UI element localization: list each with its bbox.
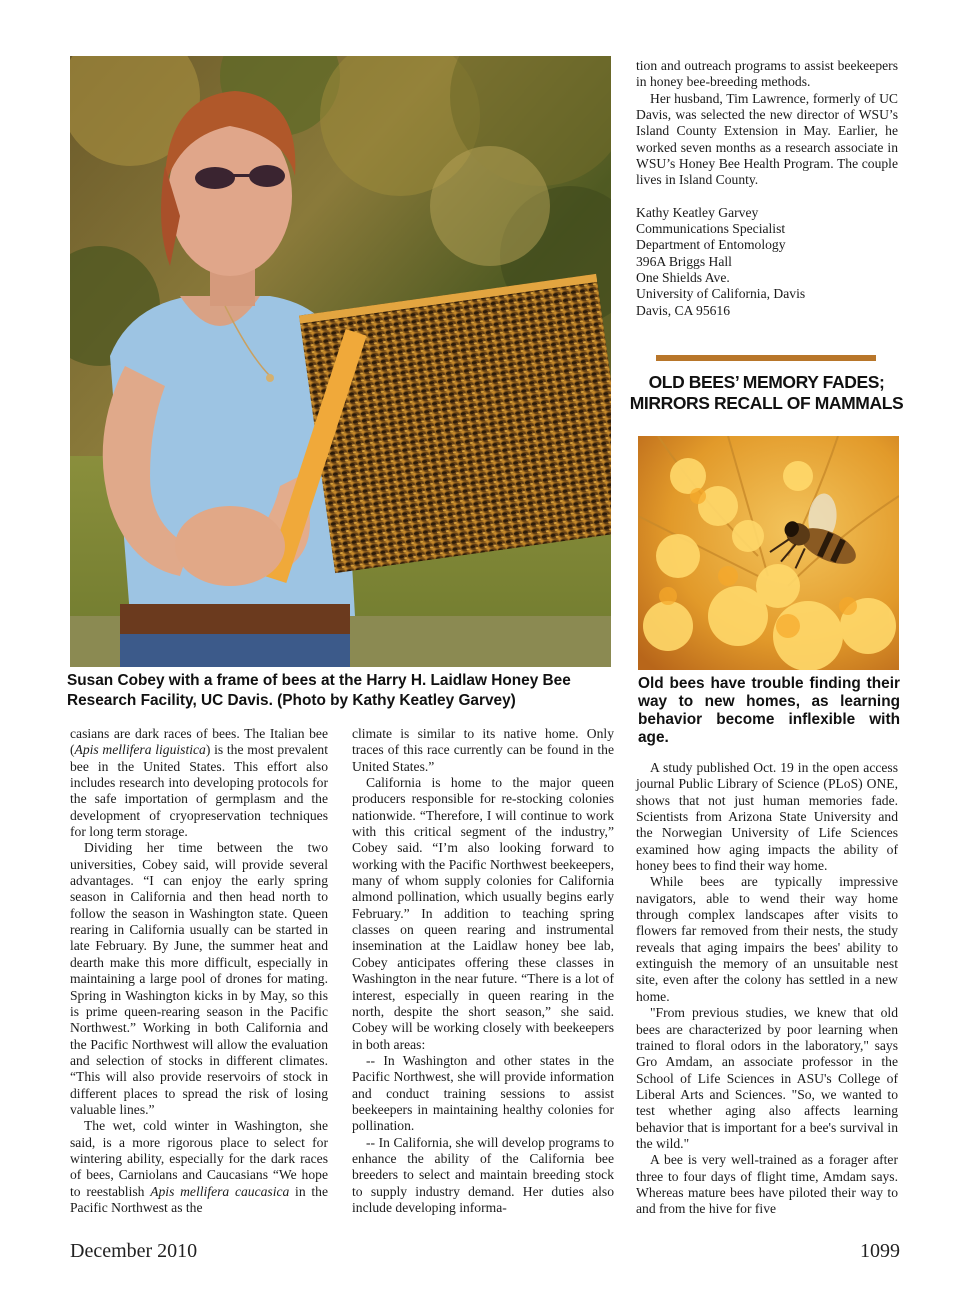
- paragraph: A bee is very well-trained as a forager after three to four days of flight time, Amdam says. Whereas mature bees have piloted their way to and from the hive for five: [636, 1152, 898, 1217]
- address-line: Communications Specialist: [636, 221, 786, 237]
- beekeeper-photo: [70, 56, 611, 667]
- bee-on-flower-photo: [638, 436, 899, 670]
- article2-body: [636, 760, 898, 1218]
- species-name: Apis mellifera liguistica: [74, 742, 206, 758]
- species-name: Apis mellifera caucasica: [150, 1183, 290, 1199]
- paragraph: tion and outreach programs to assist beekeepers in honey bee-breeding methods.: [636, 58, 898, 90]
- paragraph: While bees are typically impressive navigators, able to wend their way home through complex landscapes after visits to flowers far removed from their nests, the study reveals that aging impairs the bees' ability to extinguish the memory of an unsuitable nest site, even after the colony has settled in a new home.: [636, 874, 898, 1004]
- paragraph: A study published Oct. 19 in the open access journal Public Library of Science (PLoS) ONE, shows that not just human memories fade. Scientists from Arizona State University and the Norwegian University of Life Sciences examined how aging impacts the ability of honey bees to find their way home.: [636, 760, 898, 874]
- article-column-2: [352, 726, 614, 1216]
- text-run: in the Pacific Northwest as the: [70, 1183, 328, 1215]
- headline-line: MIRRORS RECALL OF MAMMALS: [629, 393, 904, 413]
- paragraph: -- In Washington and other states in the Pacific Northwest, she will provide information and conduct training sessions to assist beekeepers in maintaining healthy colonies for pollination.: [352, 1052, 614, 1134]
- photo-caption-bee: Old bees have trouble finding their way to new homes, as learning behavior become inflexible with age.: [638, 675, 900, 746]
- section-divider: [656, 355, 876, 361]
- paragraph: -- In California, she will develop programs to enhance the ability of the California bee breeders to select and maintain breeding stock to supply industry demand. Her duties also include developing informa-: [352, 1134, 614, 1215]
- address-line: Department of Entomology: [636, 237, 786, 253]
- article-headline: [624, 372, 909, 414]
- text-run: ) is the most prevalent bee in the United States. This effort also includes research into developing protocols for the safe importation of germplasm and the development of cryopreservation techniques for long term storage.: [70, 742, 328, 840]
- text-run: The wet, cold winter in Washington, she said, is a more rigorous place to select for wintering ability, especially for the dark races of bees, Carniolans and Caucasians “We hope to reestablish: [70, 1118, 328, 1199]
- paragraph: [70, 726, 328, 840]
- text-run: casians are dark races of bees. The Italian bee (: [70, 726, 328, 758]
- article-column-3: [636, 58, 898, 319]
- article-column-1: [70, 726, 328, 1216]
- address-line: Kathy Keatley Garvey: [636, 204, 759, 220]
- paragraph: Her husband, Tim Lawrence, formerly of UC Davis, was selected the new director of WSU’s Island County Extension in May. Earlier, he worked seven months as a research associate in WSU’s Honey Bee Health Program. The couple lives in Island County.: [636, 90, 898, 188]
- headline-line: OLD BEES’ MEMORY FADES;: [648, 372, 885, 392]
- paragraph: California is home to the major queen producers responsible for re-stocking colonies nationwide. “Therefore, I will continue to work with this critical segment of the industry,” Cobey said. “I’m also looking forward to working with the Pacific Northwest beekeepers, many of whom supply colonies for California almond pollination, which usually begins early February.” In addition to teaching spring classes on queen rearing and instrumental insemination at the Laidlaw honey bee lab, Cobey anticipates offering these classes in Washington in the near future. “There is a lot of interest, especially in queen rearing in the north, despite the short season,” she said. Cobey will be working closely with beekeepers in both areas:: [352, 775, 614, 1052]
- paragraph: "From previous studies, we knew that old bees are characterized by poor learning when trained to floral odors in the laboratory," says Gro Amdam, an associate professor in the School of Life Sciences in ASU's College of Liberal Arts and Sciences. "So, we wanted to test whether aging also affects learning behavior that is important for a bee's survival in the wild.": [636, 1005, 898, 1151]
- issue-date: December 2010: [70, 1240, 198, 1262]
- address-line: 396A Briggs Hall: [636, 253, 732, 269]
- author-address: [636, 205, 898, 319]
- photo-caption-main: Susan Cobey with a frame of bees at the Harry H. Laidlaw Honey Bee Research Facility, UC Davis. (Photo by Kathy Keatley Garvey): [67, 672, 571, 709]
- address-line: Davis, CA 95616: [636, 302, 731, 318]
- paragraph: Dividing her time between the two universities, Cobey said, will provide several advantages. “I can enjoy the early spring season in California and then head north to follow the season in Washington state. Queen rearing in California usually can be started in late February. By June, the summer heat and dearth make this more difficult, especially in maintaining a large pool of drones for mating. Spring in Washington kicks in by May, so this is prime queen-rearing season in the Pacific Northwest.” Working in both California and the Pacific Northwest will allow the evaluation and selection of stocks in different climates. “This will also provide reservoirs of stock in different places to spread the risk of losing valuable lines.”: [70, 840, 328, 1117]
- address-line: One Shields Ave.: [636, 270, 730, 286]
- page-number: 1099: [860, 1240, 900, 1262]
- paragraph: climate is similar to its native home. Only traces of this race currently can be found in the United States.”: [352, 726, 614, 774]
- paragraph: [70, 1118, 328, 1216]
- address-line: University of California, Davis: [636, 286, 806, 302]
